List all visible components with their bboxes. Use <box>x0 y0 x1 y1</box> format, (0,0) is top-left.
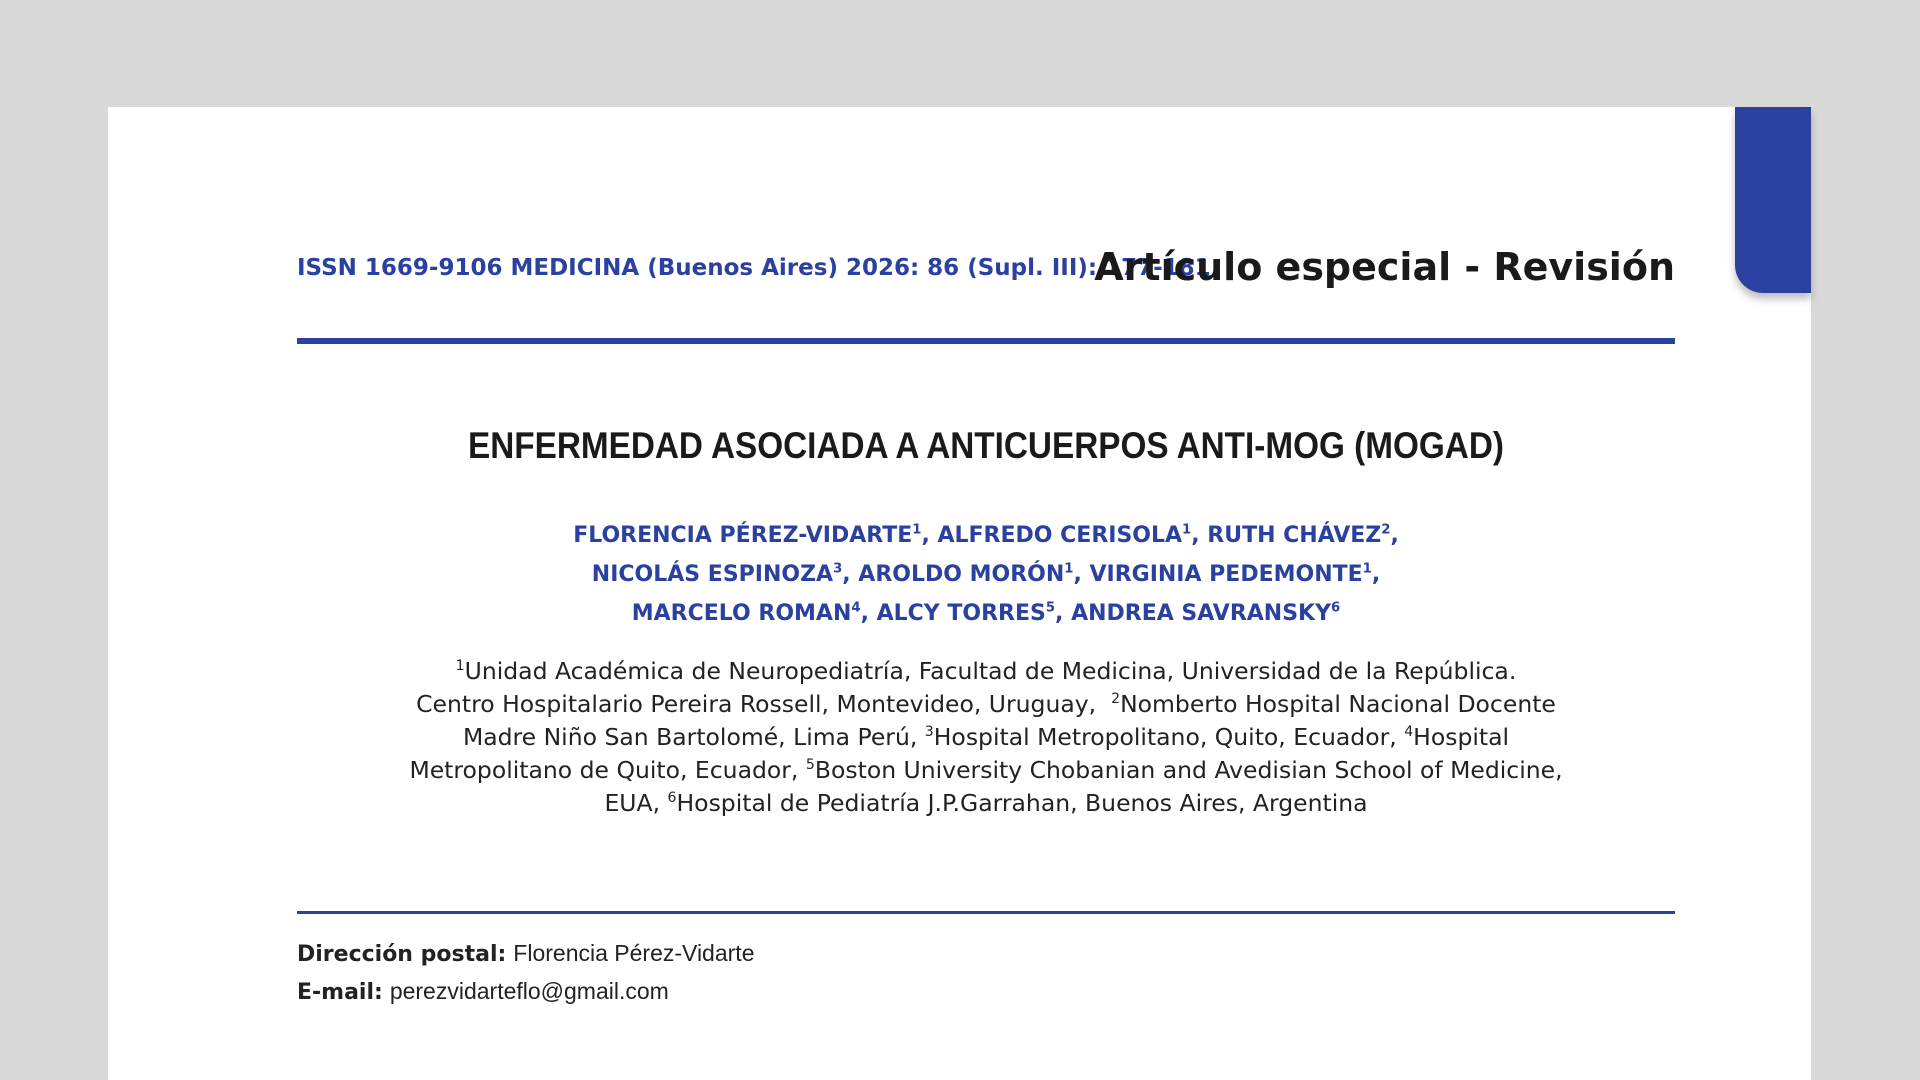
author-affiliation-marker: 5 <box>1045 600 1056 616</box>
contact-divider <box>297 911 1675 914</box>
author-name: AROLDO MORÓN <box>858 562 1065 587</box>
affiliation-text: Boston University Chobanian and Avedisian School of Medicine, <box>814 756 1563 784</box>
author-name: VIRGINIA PEDEMONTE <box>1089 562 1363 587</box>
author-name: MARCELO ROMAN <box>631 601 852 626</box>
document-page <box>108 107 1811 1080</box>
affiliation-text: Metropolitano de Quito, Ecuador, <box>409 756 799 784</box>
affiliation-text: Nomberto Hospital Nacional Docente <box>1120 690 1556 718</box>
author-line: MARCELO ROMAN$^4$, ALCY TORRES$^5$, ANDREA SAVRANSKY$^6$ <box>631 600 1341 626</box>
affiliation-line <box>297 688 1675 721</box>
email-row <box>297 973 754 1011</box>
affiliation-text: EUA, <box>604 789 661 817</box>
author-name: ALCY TORRES <box>876 601 1046 626</box>
section-tab-marker <box>1735 107 1811 293</box>
article-title: ENFERMEDAD ASOCIADA A ANTICUERPOS ANTI-MOG (MOGAD) <box>468 425 1504 466</box>
author-affiliation-marker: 1 <box>1064 561 1074 577</box>
affiliations <box>297 655 1675 820</box>
author-name: ALFREDO CERISOLA <box>937 523 1183 548</box>
affiliation-line <box>297 787 1675 820</box>
postal-address-row <box>297 935 754 973</box>
author-line: NICOLÁS ESPINOZA$^3$, AROLDO MORÓN$^1$, VIRGINIA PEDEMONTE$^1$, <box>591 561 1381 587</box>
affiliation-marker: 2 <box>1111 691 1121 708</box>
affiliation-marker: 4 <box>1404 724 1414 741</box>
header-divider <box>297 338 1675 344</box>
affiliation-text: Hospital <box>1413 723 1510 751</box>
author-affiliation-marker: 4 <box>851 600 861 616</box>
author-affiliation-marker: 1 <box>1362 561 1372 577</box>
author-name: RUTH CHÁVEZ <box>1207 523 1382 548</box>
affiliation-marker: 3 <box>924 724 934 741</box>
affiliation-line <box>297 655 1675 688</box>
author-affiliation-marker: 6 <box>1331 600 1341 616</box>
affiliation-text: Unidad Académica de Neuropediatría, Facultad de Medicina, Universidad de la República. <box>464 657 1517 685</box>
affiliation-text: Hospital de Pediatría J.P.Garrahan, Buenos Aires, Argentina <box>676 789 1368 817</box>
postal-address-label: Dirección postal: <box>297 942 507 967</box>
author-name: ANDREA SAVRANSKY <box>1071 601 1332 626</box>
affiliation-marker: 1 <box>455 658 465 675</box>
author-name: NICOLÁS ESPINOZA <box>591 562 834 587</box>
email-label: E-mail: <box>297 980 383 1005</box>
affiliation-line <box>297 754 1675 787</box>
author-affiliation-marker: 1 <box>912 522 922 538</box>
author-affiliation-marker: 2 <box>1381 522 1391 538</box>
affiliation-marker: 6 <box>667 790 677 807</box>
author-line: FLORENCIA PÉREZ-VIDARTE$^1$, ALFREDO CERISOLA$^1$, RUTH CHÁVEZ$^2$, <box>573 522 1399 548</box>
author-name: FLORENCIA PÉREZ-VIDARTE <box>573 523 913 548</box>
postal-address-value: Florencia Pérez-Vidarte <box>513 940 755 966</box>
author-list <box>297 516 1675 633</box>
affiliation-text: Madre Niño San Bartolomé, Lima Perú, <box>462 723 918 751</box>
affiliation-text: Centro Hospitalario Pereira Rossell, Montevideo, Uruguay, <box>416 690 1097 718</box>
author-affiliation-marker: 1 <box>1182 522 1192 538</box>
affiliation-line <box>297 721 1675 754</box>
contact-block <box>297 935 754 1011</box>
affiliation-marker: 5 <box>805 757 815 774</box>
journal-issn: ISSN 1669-9106 MEDICINA (Buenos Aires) 2026: 86 (Supl. III): 177-181 <box>297 255 1211 281</box>
affiliation-text: Hospital Metropolitano, Quito, Ecuador, <box>933 723 1397 751</box>
article-section-label: Artículo especial - Revisión <box>1094 245 1675 289</box>
email-link[interactable]: perezvidarteflo@gmail.com <box>389 978 669 1004</box>
author-affiliation-marker: 3 <box>833 561 843 577</box>
